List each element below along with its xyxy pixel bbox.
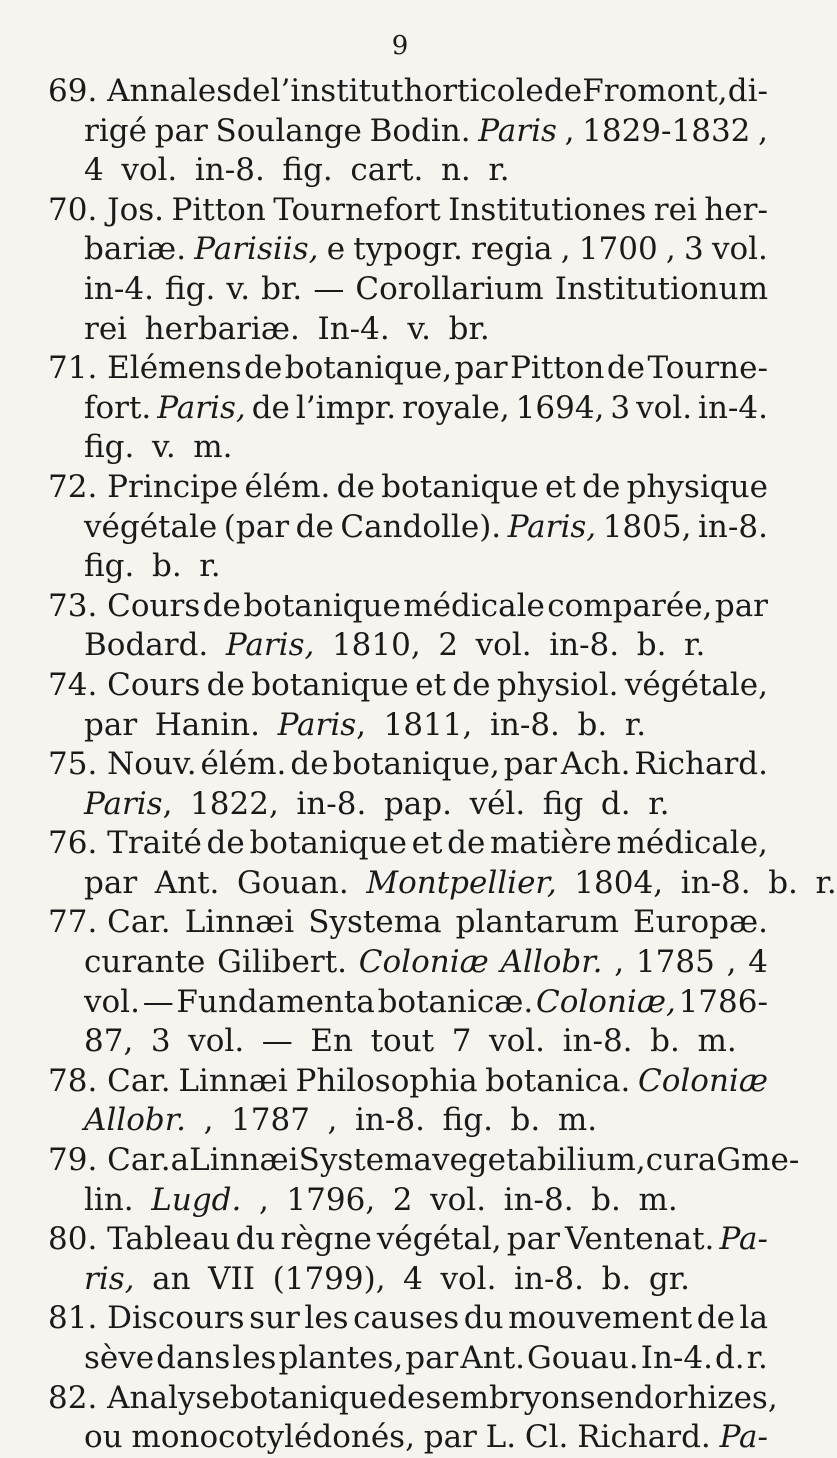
word: curante [84, 944, 206, 981]
word: , [614, 944, 625, 981]
word: typogr. [353, 231, 463, 268]
entry-line [48, 785, 768, 825]
word: , [560, 231, 571, 268]
catalog-entry [48, 1220, 768, 1299]
word: 3 [610, 389, 631, 426]
word: , 1796, 2 vol. in-8. b. m. [241, 1181, 678, 1218]
entry-line [48, 428, 768, 468]
word: Richard. [634, 746, 768, 783]
word: Tourne- [647, 350, 768, 387]
entry-line [48, 983, 768, 1023]
word: d. [714, 1340, 745, 1376]
word: vegetabilium, [431, 1142, 646, 1179]
italic-word: Coloniæ [358, 944, 489, 981]
word: par [506, 1221, 560, 1258]
word: v. [226, 270, 251, 307]
word: botanique [229, 1379, 388, 1416]
word: , [665, 231, 676, 268]
entry-line [48, 706, 768, 746]
entry-line [48, 72, 768, 112]
word: 74. Cours [48, 666, 201, 703]
word: de [336, 468, 375, 505]
italic-word: Coloniæ [638, 1062, 768, 1099]
italic-word: Montpellier, [366, 864, 557, 901]
word: règne [280, 1221, 372, 1258]
word: de [206, 666, 245, 703]
word: du [463, 1300, 504, 1337]
word: Fromont, [582, 73, 728, 109]
italic-word: Lugd. [151, 1181, 242, 1218]
entry-line [48, 1101, 768, 1141]
word: Corollarium [355, 270, 544, 307]
word: botanicæ. [377, 983, 534, 1020]
word: de [202, 587, 241, 624]
word: 77. Car. [48, 904, 171, 941]
word: Bodin. [369, 112, 471, 149]
entry-line [48, 864, 837, 904]
word: 1805, [602, 508, 692, 545]
word: Europæ. [633, 904, 768, 941]
word: de [543, 73, 583, 109]
word: élém. [200, 746, 287, 783]
word: , 1787 , in-8. fig. b. m. [186, 1102, 598, 1139]
word: rigé [84, 112, 147, 149]
word: de [232, 73, 271, 109]
word: (par [223, 508, 290, 545]
word: 1804, in-8. b. r. [556, 864, 837, 901]
italic-word: Pa- [719, 1221, 768, 1258]
word: , [726, 944, 737, 981]
catalog-entry [48, 1379, 778, 1458]
word: 1700 [578, 231, 658, 268]
word: dans [156, 1340, 231, 1376]
word: Linnæi [189, 1142, 299, 1179]
word: l’institut [270, 73, 404, 109]
entry-line [48, 745, 768, 785]
word: , [564, 112, 575, 149]
word: et [411, 825, 443, 862]
word: ou [84, 1419, 123, 1456]
word: Fundamenta [176, 983, 375, 1020]
italic-word: Paris [277, 706, 357, 743]
word: 4 [748, 944, 768, 981]
word: par Ant. Gouan. [84, 864, 367, 901]
word: physiol. [496, 666, 619, 703]
word: endorhizes, [595, 1379, 778, 1416]
italic-word: Parisiis, [194, 231, 319, 268]
word: botanica. [485, 1062, 631, 1099]
word: de [251, 389, 290, 426]
word: fig. [164, 270, 216, 307]
word: rei herbariæ. In-4. v. br. [84, 310, 490, 347]
word: embryons [441, 1379, 596, 1416]
italic-word: Allobr. [84, 1102, 186, 1139]
word: 80. Tableau [48, 1221, 231, 1258]
word: bariæ. [84, 231, 187, 268]
word: de [447, 825, 486, 862]
word: in-4. [698, 389, 768, 426]
word: di- [727, 73, 768, 109]
word: l’impr. [295, 389, 397, 426]
word: Ventenat. [565, 1221, 715, 1258]
catalog-entry [48, 72, 768, 191]
catalog-entry [48, 1141, 800, 1220]
word: botanique, [332, 746, 500, 783]
italic-word: Paris, [157, 389, 246, 426]
word: comparée, [547, 587, 713, 624]
word: sève [84, 1340, 155, 1376]
word: Cl. [524, 1419, 569, 1456]
word: et [544, 468, 576, 505]
word: br. [261, 270, 303, 307]
catalog-entry [48, 666, 768, 745]
word: par Hanin. [84, 706, 278, 743]
word: in-8. [698, 508, 768, 545]
italic-word: Paris, [225, 627, 315, 664]
word: plantes, [278, 1340, 404, 1376]
word: 1786- [678, 983, 768, 1020]
word: royale, [402, 389, 510, 426]
word: de [452, 666, 491, 703]
entry-line [48, 943, 768, 983]
word: Tournefort [273, 191, 441, 228]
word: végétale [84, 508, 218, 545]
word: Systema [308, 904, 442, 941]
italic-word: Allobr. [500, 944, 603, 981]
entry-line [48, 903, 768, 943]
word: par [714, 587, 768, 624]
catalog-entry [48, 745, 768, 824]
word: mouvement [508, 1300, 693, 1337]
word: 3 [683, 231, 704, 268]
entry-line [48, 1299, 768, 1339]
entry-line [48, 151, 768, 191]
word: 79. Car. [48, 1142, 171, 1179]
entry-line [48, 824, 768, 864]
word: , [758, 112, 768, 149]
word: 4 vol. in-8. fig. cart. n. r. [84, 152, 510, 189]
word: médicale [403, 587, 545, 624]
word: Soulange [215, 112, 362, 149]
word: 1694, [515, 389, 605, 426]
word: et [415, 666, 446, 703]
word: Pitton [171, 191, 266, 228]
word: médicale, [616, 825, 768, 862]
word: fig. v. m. [84, 429, 233, 466]
word: de [290, 746, 329, 783]
word: 87, 3 vol. — En tout 7 vol. in-8. b. m. [84, 1023, 737, 1060]
word: Institutionum [554, 270, 768, 307]
entry-line [48, 1181, 768, 1221]
word: Gilibert. [217, 944, 347, 981]
word: végétal, [376, 1221, 502, 1258]
word: fort. [84, 389, 152, 426]
word: Candolle). [340, 508, 502, 545]
word: r. [746, 1340, 768, 1376]
word: an VII (1799), 4 vol. in-8. b. gr. [134, 1260, 691, 1297]
word: monocotylédonés, [131, 1419, 415, 1456]
word: regia [471, 231, 553, 268]
word: her- [704, 191, 768, 228]
entry-line [48, 112, 768, 152]
word: Pitton [510, 350, 605, 387]
catalog-entry [48, 1299, 768, 1378]
word: Institutiones [448, 191, 647, 228]
word: par [405, 1340, 459, 1376]
word: a [170, 1142, 190, 1179]
entry-line [48, 191, 768, 231]
word: de [696, 1300, 735, 1337]
word: 71. Elémens [48, 350, 242, 387]
word: de [582, 468, 621, 505]
word: végétale, [624, 666, 768, 703]
word: Linnæi [178, 1062, 288, 1099]
word: par [154, 112, 208, 149]
word: 1785 [635, 944, 715, 981]
word: — [142, 983, 174, 1020]
entry-line [48, 349, 768, 389]
word: Ant. [460, 1340, 526, 1376]
catalog-entry [48, 824, 837, 903]
word: Ach. [560, 746, 631, 783]
word: matière [490, 825, 612, 862]
entry-line [48, 1339, 768, 1379]
word: in-4. [84, 270, 154, 307]
word: Philosophia [295, 1062, 478, 1099]
word: causes [353, 1300, 460, 1337]
word: Richard. [577, 1419, 711, 1456]
word: de [606, 350, 646, 387]
italic-word: Paris, [507, 508, 597, 545]
word: 1810, 2 vol. in-8. b. r. [314, 627, 706, 664]
entry-line [48, 587, 768, 627]
italic-word: Coloniæ, [536, 983, 676, 1020]
page-number: 9 [391, 31, 409, 61]
word: botanique [243, 587, 401, 624]
word: vol. [636, 389, 693, 426]
catalog-entry [48, 349, 768, 468]
word: de [295, 508, 334, 545]
catalog-entry [48, 587, 768, 666]
entry-line [48, 1379, 778, 1419]
word: 72. Principe [48, 468, 239, 505]
word: e [326, 231, 346, 268]
entry-line [48, 270, 768, 310]
entry-line [48, 1260, 768, 1300]
word: 69. Annales [48, 73, 233, 109]
word: cura [645, 1142, 717, 1179]
word: 82. Analyse [48, 1379, 230, 1416]
word: sur [249, 1300, 300, 1337]
word: Gouau. [527, 1340, 639, 1376]
word: plantarum [455, 904, 619, 941]
word: 70. Jos. [48, 191, 165, 228]
word: — [313, 270, 345, 307]
word: L. [485, 1419, 517, 1456]
word: botanique [251, 666, 409, 703]
word: 78. Car. [48, 1062, 171, 1099]
entry-line [48, 626, 768, 666]
word: botanique [249, 825, 407, 862]
word: 73. Cours [48, 587, 201, 624]
word: botanique, [284, 350, 453, 387]
word: de [244, 350, 283, 387]
entry-line [48, 1220, 768, 1260]
entry-line [48, 1062, 768, 1102]
catalog-entry [48, 903, 768, 1061]
word: lin. [84, 1181, 152, 1218]
catalog-entry [48, 1062, 768, 1141]
word: botanique [381, 468, 539, 505]
word: des [387, 1379, 442, 1416]
word: élém. [244, 468, 331, 505]
entry-line [48, 1141, 800, 1181]
entry-line [48, 468, 768, 508]
word: fig. b. r. [84, 548, 221, 585]
word: vol. [84, 983, 140, 1020]
word: Linnæi [184, 904, 295, 941]
word: Gme- [716, 1142, 800, 1179]
word: Bodard. [84, 627, 226, 664]
italic-word: Paris [84, 785, 163, 822]
word: 1829-1832 [582, 112, 751, 149]
entry-line [48, 389, 768, 429]
word: les [304, 1300, 349, 1337]
word: physique [626, 468, 768, 505]
entry-line [48, 547, 768, 587]
word: In-4. [640, 1340, 713, 1376]
word: 76. Traité [48, 825, 202, 862]
word: , 1822, in-8. pap. vél. fig d. r. [162, 785, 670, 822]
italic-word: Pa- [719, 1419, 768, 1456]
word: par [454, 350, 508, 387]
word: de [206, 825, 245, 862]
catalog-entries [48, 72, 837, 1458]
word: Systema [298, 1142, 432, 1179]
word: horticole [403, 73, 544, 109]
entry-line [48, 230, 768, 270]
entry-line [48, 310, 768, 350]
catalog-entry [48, 191, 768, 349]
word: du [235, 1221, 276, 1258]
entry-line [48, 666, 768, 706]
word: la [739, 1300, 768, 1337]
word: , 1811, in-8. b. r. [356, 706, 647, 743]
italic-word: ris, [84, 1260, 135, 1297]
italic-word: Paris [478, 112, 557, 149]
entry-line [48, 1022, 768, 1062]
entry-line [48, 1418, 768, 1458]
catalog-entry [48, 468, 768, 587]
word: 81. Discours [48, 1300, 245, 1337]
word: les [232, 1340, 277, 1376]
word: 75. Nouv. [48, 746, 197, 783]
word: par [423, 1419, 477, 1456]
word: rei [653, 191, 697, 228]
word: vol. [711, 231, 768, 268]
entry-line [48, 508, 768, 548]
word: par [503, 746, 557, 783]
